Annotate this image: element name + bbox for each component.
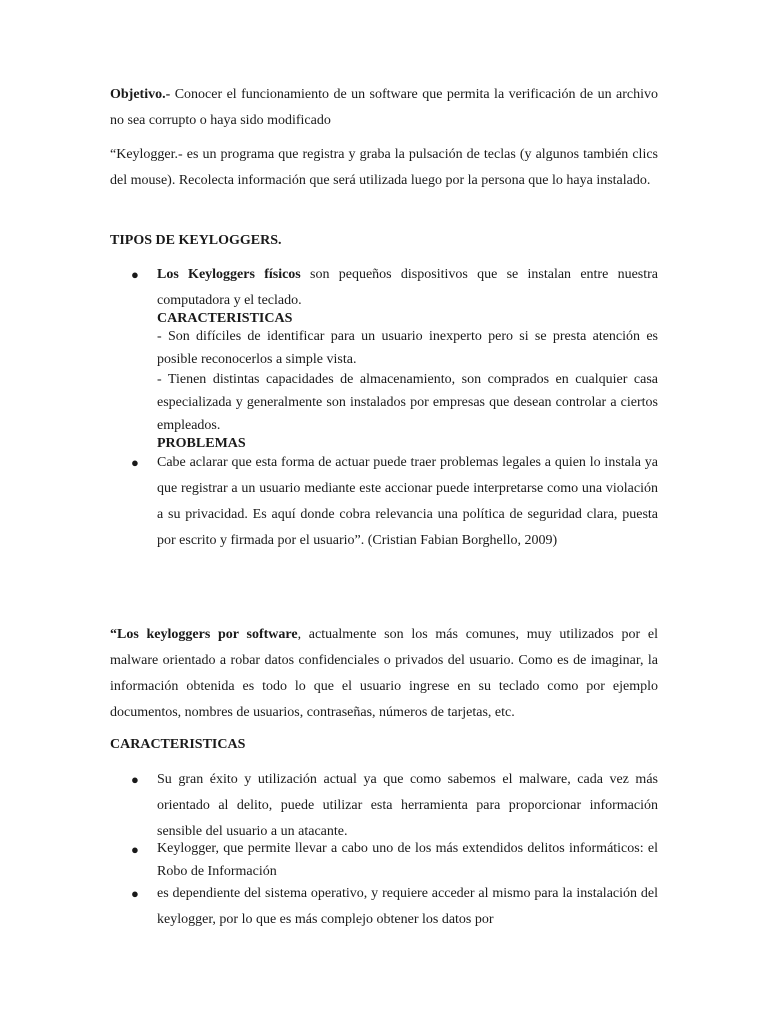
problems-item: Cabe aclarar que esta forma de actuar puede traer problemas legales a quien lo instala ya que registrar a un usuario mediante este accionar puede interpretarse como una violación a su privacidad. Es aquí donde cobra relevancia una política de seguridad clara, puesta por escrito y firmada por el usuario”. (Cristian Fabian Borghello, 2009) <box>157 455 658 548</box>
bullet-dot: ● <box>131 772 139 787</box>
software-keyloggers-text: , actualmente son los más comunes, muy utilizados por el malware orientado a robar datos confidenciales o privados del usuario. Como es de imaginar, la información obtenida es todo lo que el usuario ingrese en su teclado como por ejemplo documentos, nombres de usuarios, contraseñas, números de tarjetas, etc. <box>110 627 658 720</box>
objective-text: Conocer el funcionamiento de un software que permita la verificación de un archivo no sea corrupto o haya sido modificado <box>110 87 658 128</box>
software-keyloggers-label: “Los keyloggers por software <box>110 627 298 642</box>
keylogger-definition: “Keylogger.- es un programa que registra y graba la pulsación de teclas (y algunos también clics del mouse). Recolecta información que será utilizada luego por la persona que lo haya instalado. <box>110 147 658 188</box>
objective-paragraph <box>110 82 658 134</box>
physical-keyloggers-item <box>157 262 658 314</box>
physical-characteristics-heading: CARACTERISTICAS <box>157 311 293 326</box>
physical-characteristic-1: - Son difíciles de identificar para un usuario inexperto pero si se presta atención es posible reconocerlos a simple vista. <box>157 329 658 367</box>
characteristics-heading: CARACTERISTICAS <box>110 737 246 752</box>
problems-heading: PROBLEMAS <box>157 436 246 451</box>
characteristic-item-1: Su gran éxito y utilización actual ya que como sabemos el malware, cada vez más orientado al delito, puede utilizar esta herramienta para proporcionar información sensible del usuario a un atacante. <box>157 772 658 839</box>
characteristic-item-2: Keylogger, que permite llevar a cabo uno de los más extendidos delitos informáticos: el Robo de Información <box>157 841 658 879</box>
software-keyloggers-paragraph <box>110 622 658 726</box>
physical-characteristic-2: - Tienen distintas capacidades de almacenamiento, son comprados en cualquier casa especializada y generalmente son instalados por empresas que desean controlar a ciertos empleados. <box>157 372 658 433</box>
physical-keyloggers-text: son pequeños dispositivos que se instalan entre nuestra computadora y el teclado. <box>157 267 658 308</box>
bullet-dot: ● <box>131 886 139 901</box>
objective-label: Objetivo.- <box>110 87 171 102</box>
bullet-dot: ● <box>131 455 139 470</box>
physical-keyloggers-label: Los Keyloggers físicos <box>157 267 301 282</box>
bullet-dot: ● <box>131 267 139 282</box>
characteristic-item-3: es dependiente del sistema operativo, y requiere acceder al mismo para la instalación del keylogger, por lo que es más complejo obtener los datos por <box>157 886 658 927</box>
bullet-dot: ● <box>131 842 139 857</box>
types-heading: TIPOS DE KEYLOGGERS. <box>110 233 282 248</box>
